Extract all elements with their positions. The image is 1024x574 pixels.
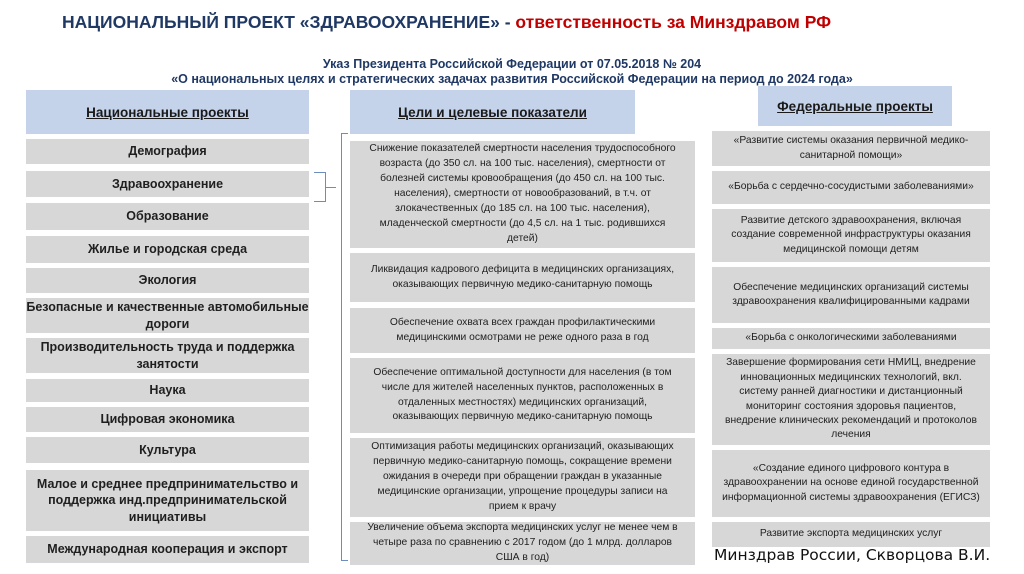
national-project-item: Демография <box>26 139 309 165</box>
national-project-item: Культура <box>26 437 309 464</box>
connector-brace <box>314 172 326 202</box>
national-project-item: Безопасные и качественные автомобильные дороги <box>26 298 309 334</box>
national-project-item: Наука <box>26 379 309 403</box>
federal-project-item: «Борьба с онкологическими заболеваниями <box>712 328 990 350</box>
federal-project-item: Развитие экспорта медицинских услуг <box>712 522 990 548</box>
national-project-item: Малое и среднее предпринимательство и поддержка инд.предпринимательской инициативы <box>26 470 309 532</box>
goals-bracket <box>341 133 348 561</box>
federal-project-item: Обеспечение медицинских организаций системы здравоохранения квалифицированными кадрами <box>712 267 990 324</box>
goals-header: Цели и целевые показатели <box>350 90 635 134</box>
decree-line-2: «О национальных целях и стратегических задачах развития Российской Федерации на период до 2024 года» <box>171 72 853 86</box>
national-project-item: Образование <box>26 203 309 231</box>
national-project-item: Цифровая экономика <box>26 407 309 433</box>
national-project-item: Здравоохранение <box>26 171 309 198</box>
goal-item: Снижение показателей смертности населения трудоспособного возраста (до 350 сл. на 100 тыс. населения), смертности от болезней системы кровообращения (до 450 сл. на 100 тыс. населения), смертности от новообразований, в т.ч. от злокачественных (до 185 сл. на 100 тыс. населения), младенческой смертности (до 4,5 сл. на 1 тыс. родившихся детей) <box>350 141 695 249</box>
federal-projects-header: Федеральные проекты <box>758 86 952 126</box>
federal-project-item: «Создание единого цифрового контура в здравоохранении на основе единой государственной информационной системы здравоохранения (ЕГИСЗ) <box>712 450 990 518</box>
goal-item: Ликвидация кадрового дефицита в медицинских организациях, оказывающих первичную медико-санитарную помощь <box>350 253 695 303</box>
federal-project-item: «Борьба с сердечно-сосудистыми заболеваниями» <box>712 171 990 205</box>
decree-line-1: Указ Президента Российской Федерации от 07.05.2018 № 204 <box>322 57 702 71</box>
federal-project-item: «Развитие системы оказания первичной медико-санитарной помощи» <box>712 131 990 167</box>
signature: Минздрав России, Скворцова В.И. <box>714 546 991 564</box>
goal-item: Обеспечение оптимальной доступности для населения (в том числе для жителей населенных пунктов, расположенных в отдаленных местностях) медицинских организаций, оказывающих первичную медико-санитарную помощь <box>350 358 695 434</box>
page-title <box>62 12 962 33</box>
connector-tick <box>326 187 336 188</box>
national-project-item: Экология <box>26 268 309 294</box>
national-projects-header: Национальные проекты <box>26 90 309 134</box>
goal-item: Обеспечение охвата всех граждан профилактическими медицинскими осмотрами не реже одного раза в год <box>350 308 695 354</box>
title-highlight: ответственность за Минздравом РФ <box>515 12 832 32</box>
title-main: НАЦИОНАЛЬНЫЙ ПРОЕКТ «ЗДРАВООХРАНЕНИЕ» - <box>62 12 511 32</box>
national-project-item: Международная кооперация и экспорт <box>26 536 309 564</box>
national-project-item: Жилье и городская среда <box>26 236 309 264</box>
national-project-item: Производительность труда и поддержка занятости <box>26 338 309 374</box>
federal-project-item: Завершение формирования сети НМИЦ, внедрение инновационных медицинских технологий, вкл. систему ранней диагностики и дистанционный мониторинг состояния здоровья пациентов, внедрение клинических рекомендаций и протоколов лечения <box>712 354 990 446</box>
federal-project-item: Развитие детского здравоохранения, включая создание современной инфраструктуры оказания медицинской помощи детям <box>712 209 990 263</box>
goal-item: Оптимизация работы медицинских организаций, оказывающих первичную медико-санитарную помощь, сокращение времени ожидания в очереди при обращении граждан в указанные медицинские организации, упрощение процедуры записи на прием к врачу <box>350 438 695 518</box>
goal-item: Увеличение объема экспорта медицинских услуг не менее чем в четыре раза по сравнению с 2017 годом (до 1 млрд. долларов США в год) <box>350 522 695 566</box>
